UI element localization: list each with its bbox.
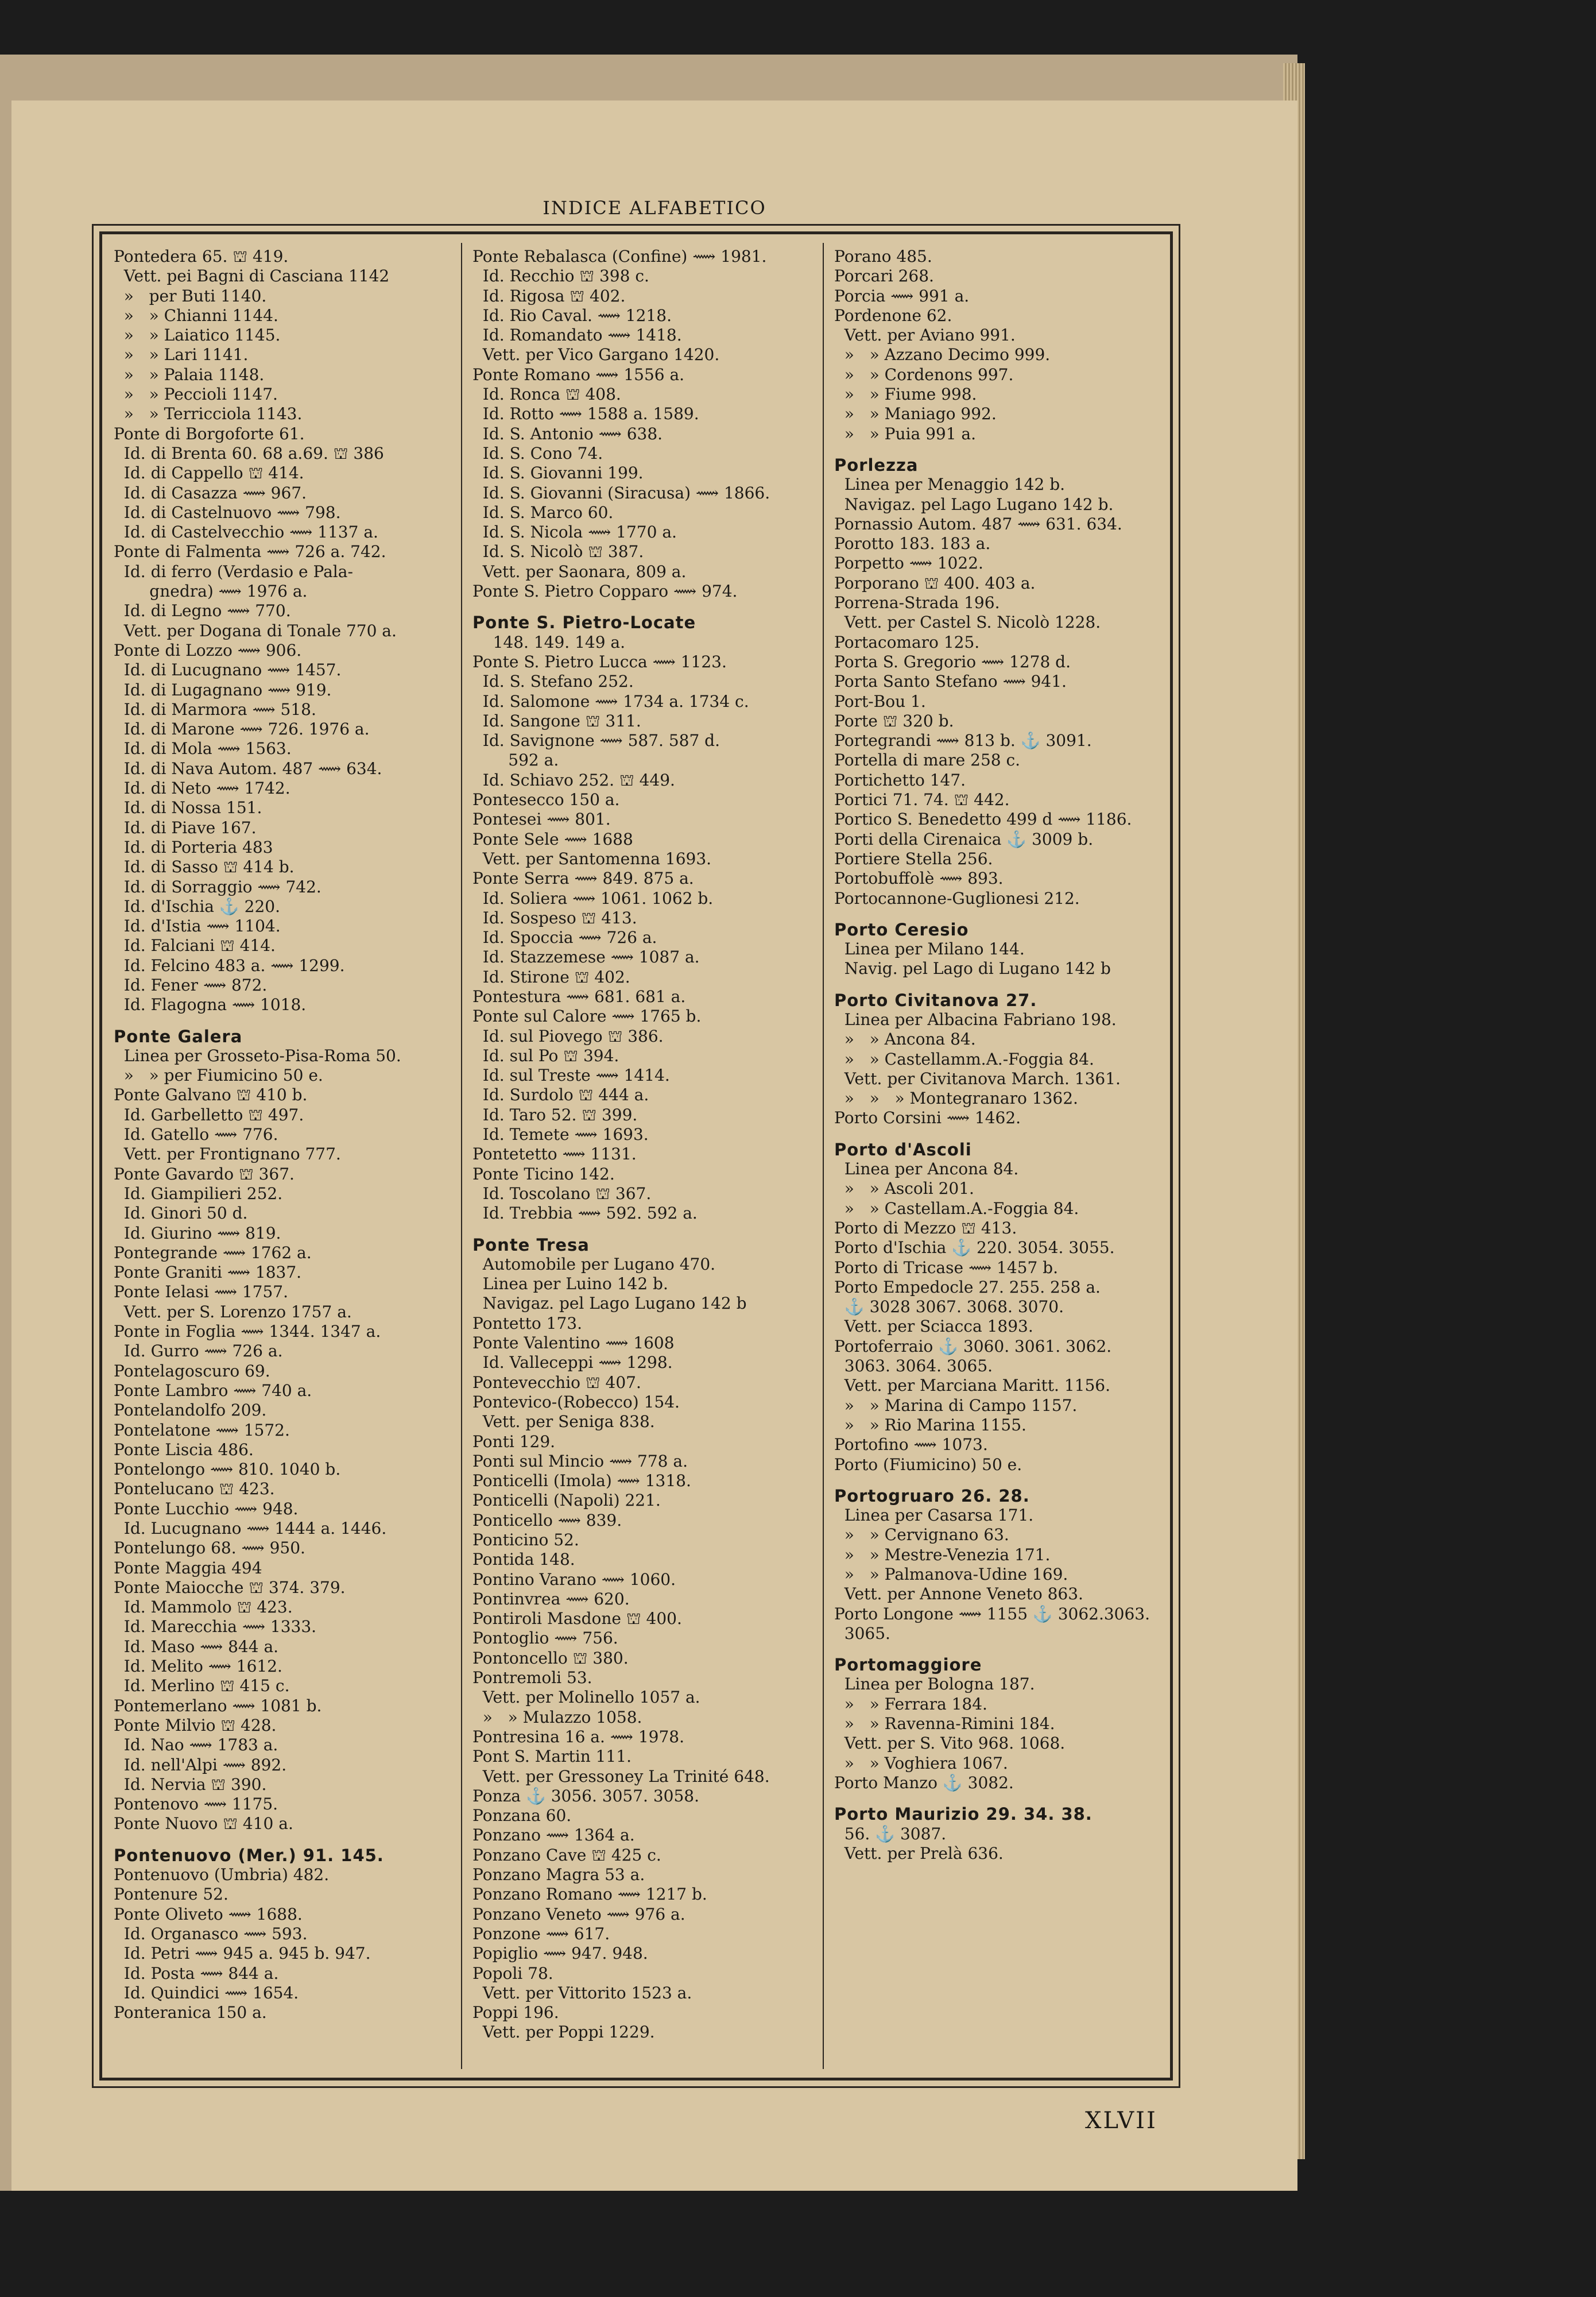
index-entry: Pontevico-(Robecco) 154. [472, 1392, 680, 1412]
index-entry: Pontegrande ⟿ 1762 a. [114, 1243, 312, 1262]
index-entry: Id. Temete ⟿ 1693. [472, 1125, 649, 1144]
index-entry: Ponte Lambro ⟿ 740 a. [114, 1380, 312, 1400]
index-entry: » » Mestre-Venezia 171. [834, 1545, 1051, 1564]
index-entry: Id. Sospeso ⛫ 413. [472, 908, 637, 927]
index-entry: Id. Merlino ⛫ 415 c. [114, 1676, 290, 1696]
index-heading: Ponte Tresa [472, 1235, 590, 1255]
index-entry: Id. S. Cono 74. [472, 443, 603, 463]
index-entry: Id. di Castelnuovo ⟿ 798. [114, 502, 341, 522]
index-entry: Portegrandi ⟿ 813 b. ⚓ 3091. [834, 731, 1092, 751]
index-entry: Ponte Ticino 142. [472, 1164, 615, 1184]
index-entry: » » Ascoli 201. [834, 1179, 974, 1198]
index-entry: Id. Rigosa ⛫ 402. [472, 286, 626, 306]
index-entry: Pontedera 65. ⛫ 419. [114, 247, 289, 266]
index-entry: Porrena-Strada 196. [834, 593, 1000, 613]
index-heading: Porto Civitanova 27. [834, 990, 1037, 1010]
index-entry: Ponteranica 150 a. [114, 2003, 267, 2023]
index-entry: » » Peccioli 1147. [114, 385, 278, 404]
index-entry: Ponte di Falmenta ⟿ 726 a. 742. [114, 542, 386, 562]
index-entry: Id. Taro 52. ⛫ 399. [472, 1105, 638, 1124]
index-entry: » » Palmanova-Udine 169. [834, 1565, 1068, 1584]
index-entry: Ponti sul Mincio ⟿ 778 a. [472, 1451, 688, 1471]
index-entry: Portobuffolè ⟿ 893. [834, 869, 1004, 888]
index-entry: Linea per Ancona 84. [834, 1159, 1019, 1179]
index-entry: Porotto 183. 183 a. [834, 534, 991, 554]
index-entry: Porto d'Ischia ⚓ 220. 3054. 3055. [834, 1238, 1115, 1258]
index-entry: » » Cordenons 997. [834, 365, 1014, 384]
index-entry: Id. Savignone ⟿ 587. 587 d. [472, 731, 720, 751]
index-entry: Vett. per Poppi 1229. [472, 2023, 655, 2042]
index-entry: Id. Giurino ⟿ 819. [114, 1223, 281, 1243]
index-entry: Porto (Fiumicino) 50 e. [834, 1455, 1022, 1474]
column-divider [461, 243, 462, 2069]
index-entry: Id. di Cappello ⛫ 414. [114, 463, 304, 483]
index-entry: Id. Gatello ⟿ 776. [114, 1125, 278, 1144]
index-entry: Pont S. Martin 111. [472, 1747, 632, 1766]
index-entry: Pontinvrea ⟿ 620. [472, 1589, 630, 1608]
index-entry: » » Puia 991 a. [834, 424, 977, 443]
index-entry: Id. Ginori 50 d. [114, 1204, 248, 1223]
index-entry: Ponzano Magra 53 a. [472, 1865, 645, 1885]
index-entry: Popiglio ⟿ 947. 948. [472, 1944, 648, 1963]
index-entry: Porto Corsini ⟿ 1462. [834, 1108, 1021, 1128]
index-entry: Id. di Sasso ⛫ 414 b. [114, 857, 295, 877]
index-entry: Ponte Serra ⟿ 849. 875 a. [472, 869, 694, 888]
column-divider [823, 243, 824, 2069]
index-entry: Vett. pei Bagni di Casciana 1142 [114, 266, 390, 286]
index-entry: Id. Sangone ⛫ 311. [472, 711, 641, 730]
index-entry: Porpetto ⟿ 1022. [834, 554, 983, 573]
index-entry: » » Castellamm.A.-Foggia 84. [834, 1049, 1094, 1069]
index-entry: Ponte S. Pietro Lucca ⟿ 1123. [472, 652, 727, 671]
index-entry: » » Azzano Decimo 999. [834, 345, 1051, 365]
index-entry: Vett. per Marciana Maritt. 1156. [834, 1376, 1110, 1395]
index-entry: ⚓ 3028 3067. 3068. 3070. [834, 1297, 1064, 1317]
index-entry: » » Ancona 84. [834, 1030, 976, 1049]
index-entry: Ponzano Veneto ⟿ 976 a. [472, 1904, 685, 1924]
index-column-1 [114, 247, 452, 2067]
index-heading: Portomaggiore [834, 1655, 982, 1675]
index-entry: Ponte S. Pietro Copparo ⟿ 974. [472, 582, 738, 601]
index-entry: Pontenure 52. [114, 1885, 228, 1904]
index-entry: » » Terricciola 1143. [114, 404, 303, 424]
index-entry: » » Cervignano 63. [834, 1525, 1009, 1545]
index-entry: Ponte Milvio ⛫ 428. [114, 1715, 277, 1735]
index-entry: Ponte Graniti ⟿ 1837. [114, 1263, 302, 1282]
index-entry: Vett. per Gressoney La Trinité 648. [472, 1766, 770, 1786]
index-entry: Id. Petri ⟿ 945 a. 945 b. 947. [114, 1944, 371, 1963]
index-entry: Ponzano Cave ⛫ 425 c. [472, 1845, 661, 1865]
index-entry: Id. Organasco ⟿ 593. [114, 1924, 308, 1943]
index-entry: Id. Posta ⟿ 844 a. [114, 1963, 279, 1983]
index-entry: Porto di Tricase ⟿ 1457 b. [834, 1258, 1058, 1277]
index-heading: Pontenuovo (Mer.) 91. 145. [114, 1845, 384, 1865]
index-entry: Ponte Sele ⟿ 1688 [472, 829, 633, 849]
index-heading: Portogruaro 26. 28. [834, 1486, 1030, 1506]
index-entry: Id. Gurro ⟿ 726 a. [114, 1341, 283, 1361]
index-entry: Id. S. Giovanni 199. [472, 463, 644, 483]
index-entry: Pontoncello ⛫ 380. [472, 1648, 629, 1668]
index-entry: Pontremoli 53. [472, 1668, 592, 1688]
index-heading: Porto Ceresio [834, 919, 969, 939]
index-entry: Pontino Varano ⟿ 1060. [472, 1569, 676, 1589]
index-entry: » » per Fiumicino 50 e. [114, 1066, 323, 1085]
index-entry: Ponte Ielasi ⟿ 1757. [114, 1282, 289, 1302]
index-entry: Id. Garbelletto ⛫ 497. [114, 1105, 304, 1124]
index-heading: Porto Maurizio 29. 34. 38. [834, 1804, 1093, 1824]
index-entry: Vett. per Vico Gargano 1420. [472, 345, 720, 365]
index-entry: Id. di Piave 167. [114, 818, 257, 837]
index-entry: Id. Soliera ⟿ 1061. 1062 b. [472, 888, 714, 908]
index-entry: Ponte Maiocche ⛫ 374. 379. [114, 1577, 346, 1597]
page-title: INDICE ALFABETICO [543, 197, 766, 219]
index-entry: Id. S. Antonio ⟿ 638. [472, 424, 663, 443]
index-entry: Id. Toscolano ⛫ 367. [472, 1184, 652, 1203]
index-entry: Ponte Valentino ⟿ 1608 [472, 1333, 675, 1353]
index-entry: Ponticelli (Imola) ⟿ 1318. [472, 1471, 691, 1491]
index-entry: Id. nell'Alpi ⟿ 892. [114, 1755, 287, 1774]
index-entry: Porto di Mezzo ⛫ 413. [834, 1218, 1017, 1238]
index-entry: Ponticelli (Napoli) 221. [472, 1491, 661, 1510]
index-entry: Id. S. Nicola ⟿ 1770 a. [472, 523, 677, 542]
index-entry: Pontetto 173. [472, 1313, 583, 1333]
index-entry: Pontiroli Masdone ⛫ 400. [472, 1609, 682, 1629]
index-entry: Id. Nao ⟿ 1783 a. [114, 1735, 278, 1755]
index-entry: Linea per Menaggio 142 b. [834, 475, 1066, 494]
index-entry: Linea per Luino 142 b. [472, 1274, 668, 1294]
index-entry: Linea per Grosseto-Pisa-Roma 50. [114, 1046, 401, 1065]
index-entry: Id. Lucugnano ⟿ 1444 a. 1446. [114, 1519, 387, 1538]
index-entry: Id. Quindici ⟿ 1654. [114, 1983, 299, 2002]
index-entry: » per Buti 1140. [114, 286, 267, 306]
index-entry: Pontemerlano ⟿ 1081 b. [114, 1696, 322, 1715]
index-entry: Pontida 148. [472, 1550, 575, 1569]
index-entry: » » Fiume 998. [834, 385, 977, 404]
index-entry: Portofino ⟿ 1073. [834, 1435, 988, 1455]
index-entry: Portocannone-Guglionesi 212. [834, 888, 1080, 908]
index-entry: » » Ferrara 184. [834, 1694, 987, 1714]
index-entry: Id. d'Ischia ⚓ 220. [114, 896, 281, 916]
index-entry: Pontelucano ⛫ 423. [114, 1479, 275, 1499]
index-heading: Porto d'Ascoli [834, 1139, 972, 1159]
index-entry: Id. di Nava Autom. 487 ⟿ 634. [114, 759, 382, 778]
index-entry: Ponte Maggia 494 [114, 1558, 262, 1577]
index-entry: Ponzana 60. [472, 1806, 572, 1826]
index-entry: Id. di Casazza ⟿ 967. [114, 483, 307, 502]
index-entry: » » Mulazzo 1058. [472, 1707, 642, 1727]
index-entry: Id. Schiavo 252. ⛫ 449. [472, 770, 675, 790]
index-entry: 56. ⚓ 3087. [834, 1824, 947, 1843]
index-column-3 [834, 247, 1173, 2067]
index-entry: Ponte Lucchio ⟿ 948. [114, 1499, 299, 1518]
index-entry: Id. Stazzemese ⟿ 1087 a. [472, 948, 700, 967]
index-entry: Vett. per Castel S. Nicolò 1228. [834, 613, 1101, 632]
page-number: XLVII [1085, 2107, 1157, 2134]
index-entry: Portico S. Benedetto 499 d ⟿ 1186. [834, 810, 1132, 829]
index-heading: Ponte Galera [114, 1026, 243, 1046]
index-entry: Id. Flagogna ⟿ 1018. [114, 995, 307, 1015]
index-entry: Pontelandolfo 209. [114, 1401, 267, 1420]
index-entry: » » Marina di Campo 1157. [834, 1395, 1078, 1415]
index-frame [92, 224, 1180, 2088]
index-entry: Portella di mare 258 c. [834, 751, 1021, 770]
index-entry: Id. di Mola ⟿ 1563. [114, 739, 292, 759]
index-entry: Id. Mammolo ⛫ 423. [114, 1598, 293, 1617]
index-entry: Id. S. Giovanni (Siracusa) ⟿ 1866. [472, 483, 770, 502]
index-entry: » » » Montegranaro 1362. [834, 1089, 1078, 1108]
index-entry: Pornassio Autom. 487 ⟿ 631. 634. [834, 514, 1122, 533]
index-entry: Id. di Marmora ⟿ 518. [114, 699, 316, 719]
index-entry: Id. Melito ⟿ 1612. [114, 1657, 282, 1676]
index-entry: Vett. per Frontignano 777. [114, 1144, 341, 1164]
index-entry: Id. di Lucugnano ⟿ 1457. [114, 660, 342, 680]
index-entry: Id. sul Treste ⟿ 1414. [472, 1066, 670, 1085]
index-entry: Navigaz. pel Lago Lugano 142 b. [834, 494, 1114, 514]
index-entry: Id. Rio Caval. ⟿ 1218. [472, 306, 672, 325]
index-entry: Id. di ferro (Verdasio e Pala- [114, 562, 353, 581]
index-entry: Id. di Neto ⟿ 1742. [114, 779, 290, 798]
index-entry: Portici 71. 74. ⛫ 442. [834, 790, 1010, 810]
index-entry: Id. S. Nicolò ⛫ 387. [472, 542, 644, 562]
index-entry: Ponzone ⟿ 617. [472, 1924, 610, 1943]
index-entry: Porcia ⟿ 991 a. [834, 286, 970, 306]
index-entry: Port-Bou 1. [834, 691, 926, 711]
index-entry: Vett. per Prelà 636. [834, 1843, 1004, 1863]
index-entry: Vett. per S. Vito 968. 1068. [834, 1734, 1066, 1753]
index-entry: Pontesei ⟿ 801. [472, 810, 611, 829]
index-entry: Linea per Bologna 187. [834, 1675, 1035, 1694]
index-entry: Porporano ⛫ 400. 403 a. [834, 573, 1036, 593]
index-entry: Pontelatone ⟿ 1572. [114, 1420, 290, 1440]
index-entry: Id. Rotto ⟿ 1588 a. 1589. [472, 404, 699, 424]
index-entry: Porta Santo Stefano ⟿ 941. [834, 672, 1067, 691]
index-entry: Id. S. Stefano 252. [472, 672, 634, 691]
index-entry: Vett. per Santomenna 1693. [472, 849, 712, 868]
index-entry: » » Rio Marina 1155. [834, 1415, 1026, 1434]
index-entry: Id. di Marone ⟿ 726. 1976 a. [114, 720, 370, 739]
book-page [11, 100, 1297, 2191]
index-entry: Pontenuovo (Umbria) 482. [114, 1865, 330, 1885]
index-entry: 3063. 3064. 3065. [834, 1356, 993, 1376]
index-entry: gnedra) ⟿ 1976 a. [114, 582, 308, 601]
index-entry: Pontelagoscuro 69. [114, 1361, 270, 1380]
index-entry: Id. d'Istia ⟿ 1104. [114, 917, 281, 936]
index-entry: Id. sul Piovego ⛫ 386. [472, 1026, 664, 1046]
index-entry: Pontoglio ⟿ 756. [472, 1629, 618, 1648]
index-entry: Pontetetto ⟿ 1131. [472, 1144, 637, 1164]
index-entry: Id. di Brenta 60. 68 a.69. ⛫ 386 [114, 443, 384, 463]
index-entry: Pontesecco 150 a. [472, 790, 620, 810]
index-entry: Ponte Galvano ⛫ 410 b. [114, 1085, 308, 1105]
index-entry: Porto Manzo ⚓ 3082. [834, 1773, 1014, 1792]
index-entry: Vett. per Aviano 991. [834, 326, 1016, 345]
index-heading: Ponte S. Pietro-Locate [472, 613, 696, 633]
index-entry: Id. Falciani ⛫ 414. [114, 936, 276, 956]
index-entry: » » Chianni 1144. [114, 306, 278, 325]
index-entry: Id. Valleceppi ⟿ 1298. [472, 1353, 673, 1372]
index-entry: Vett. per Dogana di Tonale 770 a. [114, 621, 397, 640]
index-entry: Id. Spoccia ⟿ 726 a. [472, 928, 657, 948]
index-entry: Id. Giampilieri 252. [114, 1184, 283, 1203]
index-entry: Vett. per Seniga 838. [472, 1412, 655, 1432]
index-entry: Poppi 196. [472, 2003, 559, 2023]
index-entry: Vett. per Saonara, 809 a. [472, 562, 687, 581]
index-entry: Porto Empedocle 27. 255. 258 a. [834, 1277, 1101, 1297]
index-frame-inner [99, 231, 1173, 2081]
index-entry: Porta S. Gregorio ⟿ 1278 d. [834, 652, 1071, 671]
index-entry: Ponza ⚓ 3056. 3057. 3058. [472, 1786, 699, 1805]
index-entry: Ponticino 52. [472, 1530, 579, 1549]
index-entry: Pontresina 16 a. ⟿ 1978. [472, 1727, 684, 1746]
index-entry: Pontestura ⟿ 681. 681 a. [472, 987, 686, 1006]
index-entry: Ponte Gavardo ⛫ 367. [114, 1164, 295, 1184]
index-entry: Linea per Casarsa 171. [834, 1506, 1034, 1525]
index-entry: Id. Recchio ⛫ 398 c. [472, 266, 649, 286]
index-entry: Ponte di Borgoforte 61. [114, 424, 305, 443]
index-entry: Id. Marecchia ⟿ 1333. [114, 1617, 317, 1637]
index-entry: Id. Maso ⟿ 844 a. [114, 1637, 279, 1656]
index-entry: Id. di Sorraggio ⟿ 742. [114, 877, 321, 896]
index-entry: Porto Longone ⟿ 1155 ⚓ 3062.3063. [834, 1604, 1150, 1623]
index-entry: Id. di Castelvecchio ⟿ 1137 a. [114, 523, 378, 542]
index-entry: Ponte Liscia 486. [114, 1440, 254, 1459]
index-entry: Pontevecchio ⛫ 407. [472, 1372, 641, 1392]
index-entry: 592 a. [472, 751, 559, 770]
index-entry: Vett. per Sciacca 1893. [834, 1317, 1033, 1336]
index-entry: Portacomaro 125. [834, 632, 980, 652]
index-entry: Vett. per S. Lorenzo 1757 a. [114, 1302, 352, 1321]
index-entry: Id. Felcino 483 a. ⟿ 1299. [114, 956, 345, 975]
index-entry: Popoli 78. [472, 1963, 553, 1983]
index-entry: Linea per Milano 144. [834, 939, 1025, 959]
index-entry: Id. Nervia ⛫ 390. [114, 1774, 267, 1794]
index-entry: Portoferraio ⚓ 3060. 3061. 3062. [834, 1336, 1112, 1356]
index-entry: Id. di Legno ⟿ 770. [114, 601, 291, 621]
index-entry: Pontelongo ⟿ 810. 1040 b. [114, 1460, 341, 1479]
index-entry: » » Ravenna-Rimini 184. [834, 1714, 1055, 1734]
index-entry: Navig. pel Lago di Lugano 142 b [834, 959, 1111, 979]
index-entry: » » Voghiera 1067. [834, 1753, 1008, 1773]
index-entry: Id. Fener ⟿ 872. [114, 975, 268, 995]
index-entry: Ponti 129. [472, 1432, 556, 1451]
index-entry: » » Lari 1141. [114, 345, 249, 365]
index-entry: Porano 485. [834, 247, 932, 266]
index-column-2 [472, 247, 811, 2067]
index-entry: Id. sul Po ⛫ 394. [472, 1046, 619, 1065]
index-entry: Automobile per Lugano 470. [472, 1254, 716, 1274]
index-entry: Ponte Romano ⟿ 1556 a. [472, 365, 685, 384]
index-entry: Vett. per Civitanova March. 1361. [834, 1069, 1121, 1088]
index-entry: » » Maniago 992. [834, 404, 997, 424]
index-entry: Pontelungo 68. ⟿ 950. [114, 1538, 305, 1558]
index-entry: Id. Romandato ⟿ 1418. [472, 326, 682, 345]
index-entry: Id. Trebbia ⟿ 592. 592 a. [472, 1204, 698, 1223]
index-entry: Vett. per Annone Veneto 863. [834, 1584, 1083, 1604]
index-entry: » » Palaia 1148. [114, 365, 265, 384]
index-entry: Id. di Porteria 483 [114, 837, 273, 857]
index-entry: Ponte Rebalasca (Confine) ⟿ 1981. [472, 247, 767, 266]
index-entry: Navigaz. pel Lago Lugano 142 b [472, 1294, 747, 1313]
index-entry: 3065. [834, 1623, 890, 1643]
index-entry: Porte ⛫ 320 b. [834, 711, 954, 730]
index-entry: Ponticello ⟿ 839. [472, 1510, 622, 1530]
index-entry: Ponte sul Calore ⟿ 1765 b. [472, 1007, 702, 1026]
index-entry: Id. Salomone ⟿ 1734 a. 1734 c. [472, 691, 749, 711]
index-entry: Ponzano ⟿ 1364 a. [472, 1826, 635, 1845]
index-entry: Id. Ronca ⛫ 408. [472, 385, 621, 404]
index-entry: Portichetto 147. [834, 770, 966, 790]
index-entry: Ponte di Lozzo ⟿ 906. [114, 640, 302, 660]
index-entry: Vett. per Vittorito 1523 a. [472, 1983, 692, 2002]
index-entry: Id. di Lugagnano ⟿ 919. [114, 680, 332, 699]
index-entry: » » Castellam.A.-Foggia 84. [834, 1198, 1079, 1218]
index-entry: » » Laiatico 1145. [114, 326, 281, 345]
index-entry: Id. Stirone ⛫ 402. [472, 967, 630, 987]
index-entry: Ponte Oliveto ⟿ 1688. [114, 1904, 303, 1924]
index-entry: Pordenone 62. [834, 306, 952, 325]
index-entry: Ponte Nuovo ⛫ 410 a. [114, 1814, 293, 1834]
index-entry: Porcari 268. [834, 266, 934, 286]
index-entry: Id. Surdolo ⛫ 444 a. [472, 1085, 649, 1105]
index-entry: Portiere Stella 256. [834, 849, 993, 868]
index-entry: Linea per Albacina Fabriano 198. [834, 1010, 1117, 1029]
index-heading: Porlezza [834, 455, 919, 475]
index-entry: Id. di Nossa 151. [114, 798, 262, 818]
index-entry: Ponzano Romano ⟿ 1217 b. [472, 1885, 707, 1904]
index-entry: Vett. per Molinello 1057 a. [472, 1688, 700, 1707]
index-entry: 148. 149. 149 a. [472, 632, 626, 652]
index-entry: Id. S. Marco 60. [472, 502, 614, 522]
index-entry: Ponte in Foglia ⟿ 1344. 1347 a. [114, 1322, 381, 1341]
index-entry: Pontenovo ⟿ 1175. [114, 1795, 278, 1814]
index-entry: Porti della Cirenaica ⚓ 3009 b. [834, 829, 1094, 849]
